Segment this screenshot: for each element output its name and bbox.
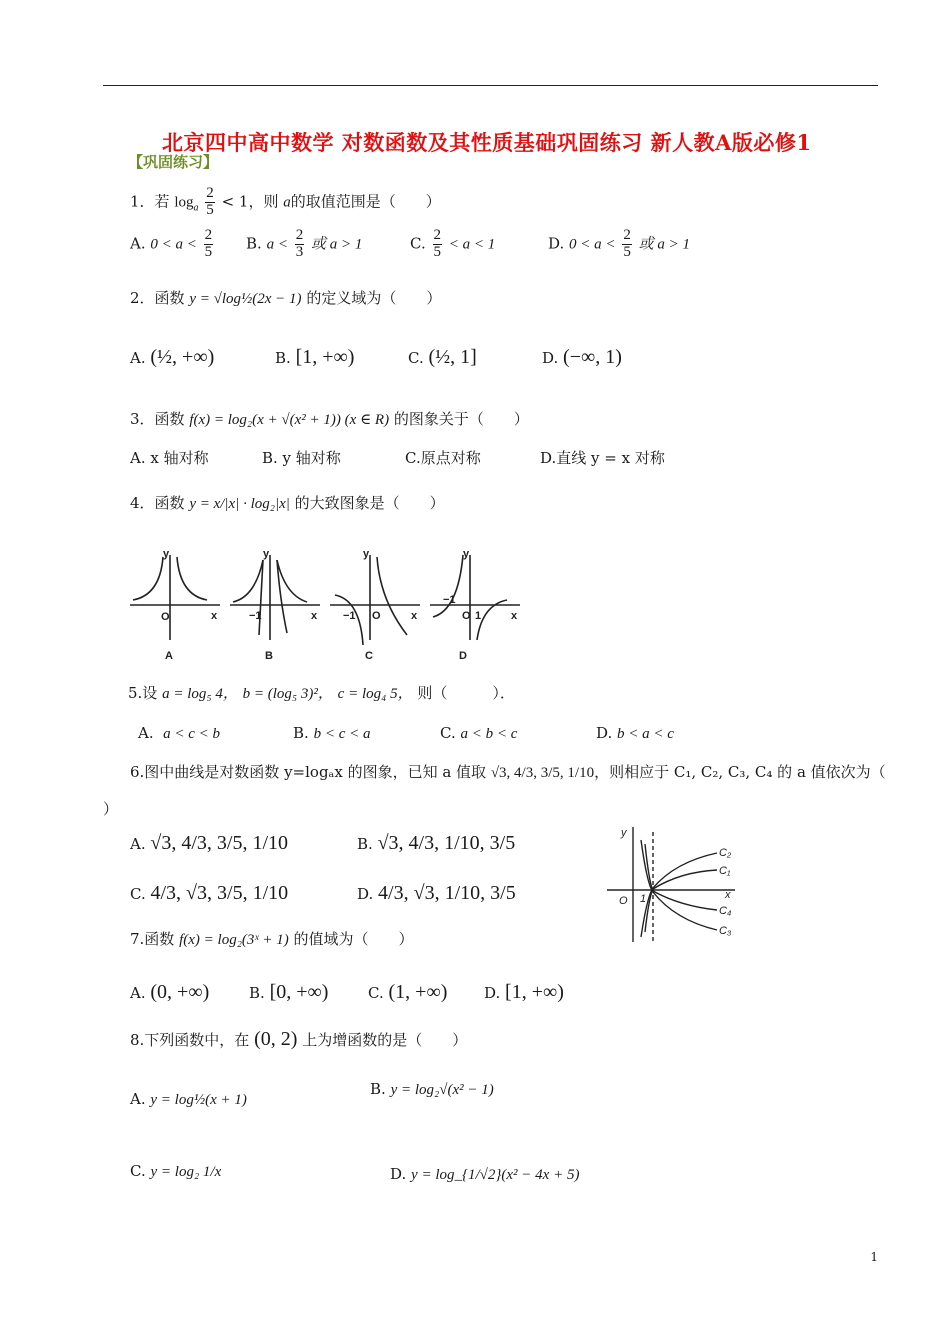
- q2-option-c[interactable]: C. (½, 1]: [408, 346, 477, 368]
- question-1: [130, 186, 441, 219]
- svg-text:x: x: [725, 889, 731, 901]
- svg-text:O: O: [161, 611, 170, 623]
- page-title: 北京四中高中数学 对数函数及其性质基础巩固练习 新人教A版必修1: [162, 130, 812, 155]
- q6-tail: ，则相应于 C₁, C₂, C₃, C₄ 的 a 值依次为（: [594, 763, 886, 781]
- q1-log: log: [174, 194, 194, 211]
- q4-expression: y = x/|x| · log₂|x|: [189, 496, 290, 512]
- svg-text:x: x: [311, 610, 318, 622]
- q6-option-c[interactable]: C. 4/3, √3, 3/5, 1/10: [130, 882, 289, 904]
- q4-label-b: B: [265, 650, 273, 662]
- q7-option-a[interactable]: A. (0, +∞): [130, 981, 210, 1003]
- q2-option-a[interactable]: A. (½, +∞): [130, 346, 215, 368]
- q2-number: 2．函数: [130, 289, 185, 307]
- q1-option-d[interactable]: D. 0 < a < $\frac{2}{5}$ 或 a > 1: [548, 227, 690, 260]
- svg-text:x: x: [411, 610, 418, 622]
- q4-number: 4．函数: [130, 494, 185, 512]
- q7-expression: f(x) = log₂(3ˣ + 1): [179, 932, 289, 948]
- svg-text:y: y: [163, 548, 170, 560]
- q8-option-a[interactable]: A. y = log½(x + 1): [130, 1090, 247, 1108]
- question-5: [128, 682, 515, 703]
- q8-option-b[interactable]: B. y = log₂√(x² − 1): [370, 1080, 494, 1098]
- q4-label-a: A: [165, 650, 173, 662]
- question-7: [130, 928, 414, 949]
- q7-tail: 的值域为（ ）: [293, 930, 414, 948]
- q8-tail: 上为增函数的是（ ）: [302, 1031, 468, 1049]
- q5-c: c = log₄ 5，: [337, 686, 413, 702]
- q5-option-c[interactable]: C. a < b < c: [440, 724, 518, 742]
- q1-fraction: $\frac{2}{5}$: [206, 185, 214, 218]
- question-2: [130, 287, 441, 308]
- svg-text:y: y: [463, 548, 470, 560]
- q5-tail: 则（ ）．: [417, 684, 515, 702]
- q1-tail: 的取值范围是（ ）: [290, 192, 441, 211]
- q8-option-d[interactable]: D. y = log_{1/√2}(x² − 4x + 5): [390, 1165, 580, 1183]
- header-rule: [103, 85, 878, 86]
- svg-text:−1: −1: [343, 610, 356, 622]
- q2-option-d[interactable]: D. (−∞, 1): [542, 346, 622, 368]
- svg-text:C₂: C₂: [719, 847, 732, 859]
- svg-text:O: O: [619, 895, 628, 907]
- svg-text:x: x: [511, 610, 518, 622]
- q1-option-b[interactable]: B. a < $\frac{2}{3}$ 或 a > 1: [246, 227, 363, 260]
- page-number: 1: [870, 1250, 878, 1264]
- q4-graph-c[interactable]: [330, 555, 420, 645]
- q3-option-a[interactable]: A. x 轴对称: [130, 449, 209, 467]
- svg-text:C₄: C₄: [719, 905, 732, 917]
- svg-text:y: y: [621, 827, 627, 839]
- q4-tail: 的大致图象是（ ）: [294, 494, 445, 512]
- curve-c4: [645, 844, 717, 910]
- question-3: [130, 408, 529, 429]
- q7-option-d[interactable]: D. [1, +∞): [484, 981, 564, 1003]
- q1-number: 1．若: [130, 192, 170, 211]
- q2-tail: 的定义域为（ ）: [306, 289, 442, 307]
- q7-number: 7.函数: [130, 930, 175, 948]
- svg-text:−1: −1: [443, 594, 456, 606]
- svg-text:y: y: [363, 548, 370, 560]
- question-4: [130, 492, 445, 513]
- q2-option-b[interactable]: B. [1, +∞): [275, 346, 355, 368]
- q3-option-d[interactable]: D.直线 y = x 对称: [540, 449, 665, 467]
- q7-option-c[interactable]: C. (1, +∞): [368, 981, 448, 1003]
- q1-relation: < 1，则: [221, 192, 279, 211]
- question-6: [130, 761, 886, 782]
- q6-values: √3, 4/3, 3/5, 1/10: [490, 765, 595, 781]
- question-8: [130, 1028, 467, 1051]
- q8-option-c[interactable]: C. y = log₂ 1/x: [130, 1162, 222, 1180]
- q3-number: 3．函数: [130, 410, 185, 428]
- q5-option-b[interactable]: B. b < c < a: [293, 724, 371, 742]
- svg-text:O: O: [462, 610, 471, 622]
- q5-option-a[interactable]: A. a < c < b: [138, 724, 221, 742]
- q6-option-b[interactable]: B. √3, 4/3, 1/10, 3/5: [357, 832, 516, 854]
- q3-expression: f(x) = log₂(x + √(x² + 1)) (x ∈ R): [189, 412, 390, 428]
- svg-text:C₃: C₃: [719, 925, 732, 937]
- svg-text:1: 1: [640, 893, 647, 905]
- q4-label-d: D: [459, 650, 467, 662]
- q4-label-c: C: [365, 650, 373, 662]
- svg-text:x: x: [211, 610, 218, 622]
- q8-interval: (0, 2): [254, 1028, 298, 1050]
- q1-var: a: [283, 194, 291, 211]
- svg-text:y: y: [263, 548, 270, 560]
- q6-text: 6.图中曲线是对数函数 y=logₐx 的图象，已知 a 值取: [130, 763, 487, 781]
- q6-close-paren: ）: [103, 800, 119, 818]
- q3-tail: 的图象关于（ ）: [393, 410, 529, 428]
- q5-b: b = (log₅ 3)²，: [242, 686, 333, 702]
- svg-text:C₁: C₁: [719, 865, 731, 877]
- q4-graph-options: [125, 545, 525, 665]
- q8-number: 8.下列函数中，在: [130, 1031, 250, 1049]
- q1-base: a: [193, 202, 199, 214]
- q6-option-d[interactable]: D. 4/3, √3, 1/10, 3/5: [357, 882, 516, 904]
- svg-text:O: O: [372, 610, 381, 622]
- q5-option-d[interactable]: D. b < a < c: [596, 724, 674, 742]
- q4-graph-b[interactable]: [230, 555, 320, 640]
- svg-text:1: 1: [475, 610, 482, 622]
- q1-option-a[interactable]: A. 0 < a < $\frac{2}{5}$: [130, 227, 213, 260]
- q7-option-b[interactable]: B. [0, +∞): [249, 981, 329, 1003]
- q5-number: 5.设: [128, 684, 158, 702]
- q6-log-curves-graph: [605, 822, 745, 947]
- section-heading: 【巩固练习】: [128, 153, 219, 171]
- q6-option-a[interactable]: A. √3, 4/3, 3/5, 1/10: [130, 832, 289, 854]
- q4-graph-a[interactable]: [130, 555, 220, 640]
- q3-option-c[interactable]: C.原点对称: [405, 449, 481, 467]
- q3-option-b[interactable]: B. y 轴对称: [262, 449, 341, 467]
- curve-c1: [645, 870, 717, 932]
- q2-expression: y = √log½(2x − 1): [189, 291, 302, 307]
- q1-option-c[interactable]: C. $\frac{2}{5}$ < a < 1: [410, 227, 496, 260]
- q5-a: a = log₅ 4，: [162, 686, 238, 702]
- svg-text:−1: −1: [249, 610, 262, 622]
